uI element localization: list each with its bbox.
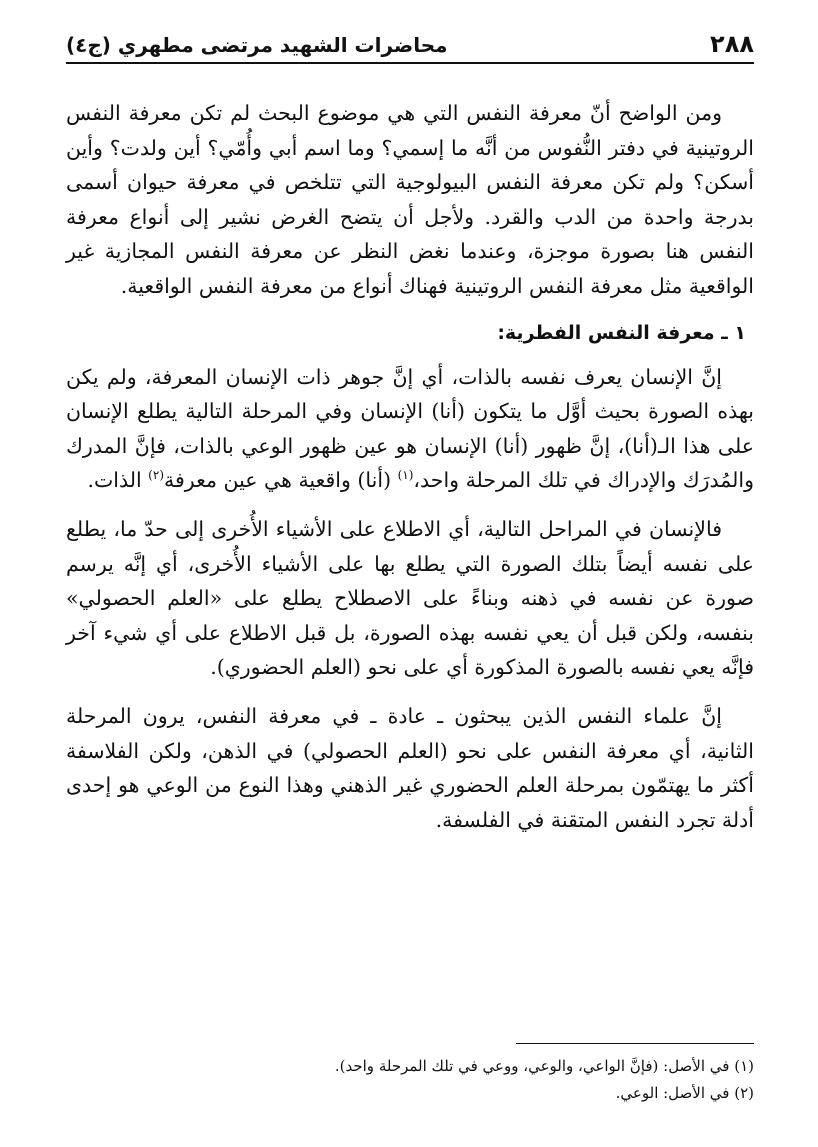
running-title: محاضرات الشهيد مرتضى مطهري (ج٤) [66, 33, 448, 57]
book-page [66, 0, 754, 1147]
body-text [66, 96, 754, 837]
footnote-2: (٢) في الأصل: الوعي. [615, 1084, 754, 1102]
footnote-ref-2[interactable]: (٢) [148, 468, 164, 483]
section-paragraph-2: فالإنسان في المراحل التالية، أي الاطلاع على الأشياء الأُخرى إلى حدّ ما، يطلع على نفسه أيضاً بتلك الصورة التي يطلع بها على الأشياء الأُخرى، أي إنَّه يرسم صورة عن نفسه في ذهنه وبناءً على الاصطلاح يطلع على «العلم الحصولي» بنفسه، ولكن قبل أن يعي نفسه بهذه الصورة، بل قبل الاطلاع على أي شيء آخر فإنَّه يعي نفسه بالصورة المذكورة أي على نحو (العلم الحضوري). [66, 516, 754, 680]
page-number: ٢٨٨ [710, 30, 754, 58]
section-paragraph-3: إنَّ علماء النفس الذين يبحثون ـ عادة ـ في معرفة النفس، يرون المرحلة الثانية، أي معرفة النفس على نحو (العلم الحصولي) في الذهن، ولكن الفلاسفة أكثر ما يهتمّون بمرحلة العلم الحضوري غير الذهني وهذا النوع من الوعي هو إحدى أدلة تجرد النفس المتقنة في الفلسفة. [66, 703, 754, 832]
footnote-1: (١) في الأصل: (فإنَّ الواعي، والوعي، ووعي في تلك المرحلة واحد). [334, 1057, 754, 1075]
intro-paragraph: ومن الواضح أنّ معرفة النفس التي هي موضوع البحث لم تكن معرفة النفس الروتينية في دفتر النُّفوس من أنَّه ما إسمي؟ وما اسم أبي وأُمّي؟ أين ولدت؟ وأين أسكن؟ ولم تكن معرفة النفس البيولوجية التي تتلخص في معرفة حيوان أسمى بدرجة واحدة من الدب والقرد. ولأجل أن يتضح الغرض نشير إلى أنواع معرفة النفس هنا بصورة موجزة، وعندما نغض النظر عن معرفة النفس المجازية غير الواقعية مثل معرفة النفس الروتينية فهناك أنواع من معرفة النفس الواقعية. [66, 101, 754, 298]
footnote-ref-1[interactable]: (١) [397, 468, 414, 483]
page-header [66, 30, 754, 64]
paragraph-1-text-b: (أنا) واقعية هي عين معرفة [164, 468, 398, 493]
paragraph-1-text-c: الذات. [87, 468, 149, 493]
footnote-divider [516, 1043, 754, 1044]
footnotes [66, 1053, 754, 1107]
paragraph-1-text-a: إنَّ الإنسان يعرف نفسه بالذات، أي إنَّ جوهر ذات الإنسان المعرفة، ولم يكن بهذه الصورة بحيث أوَّل ما يتكون (أنا) الإنسان وفي المرحلة التالية يطلع الإنسان على هذا الـ(أنا)، إنَّ ظهور (أنا) الإنسان هو عين ظهور الوعي بالذات، فإنَّ المدرك والمُدرَك والإدراك في تلك المرحلة واحد، [66, 364, 754, 493]
section-paragraph-1 [66, 360, 754, 498]
section-heading: ١ ـ معرفة النفس الفطرية: [497, 321, 746, 344]
